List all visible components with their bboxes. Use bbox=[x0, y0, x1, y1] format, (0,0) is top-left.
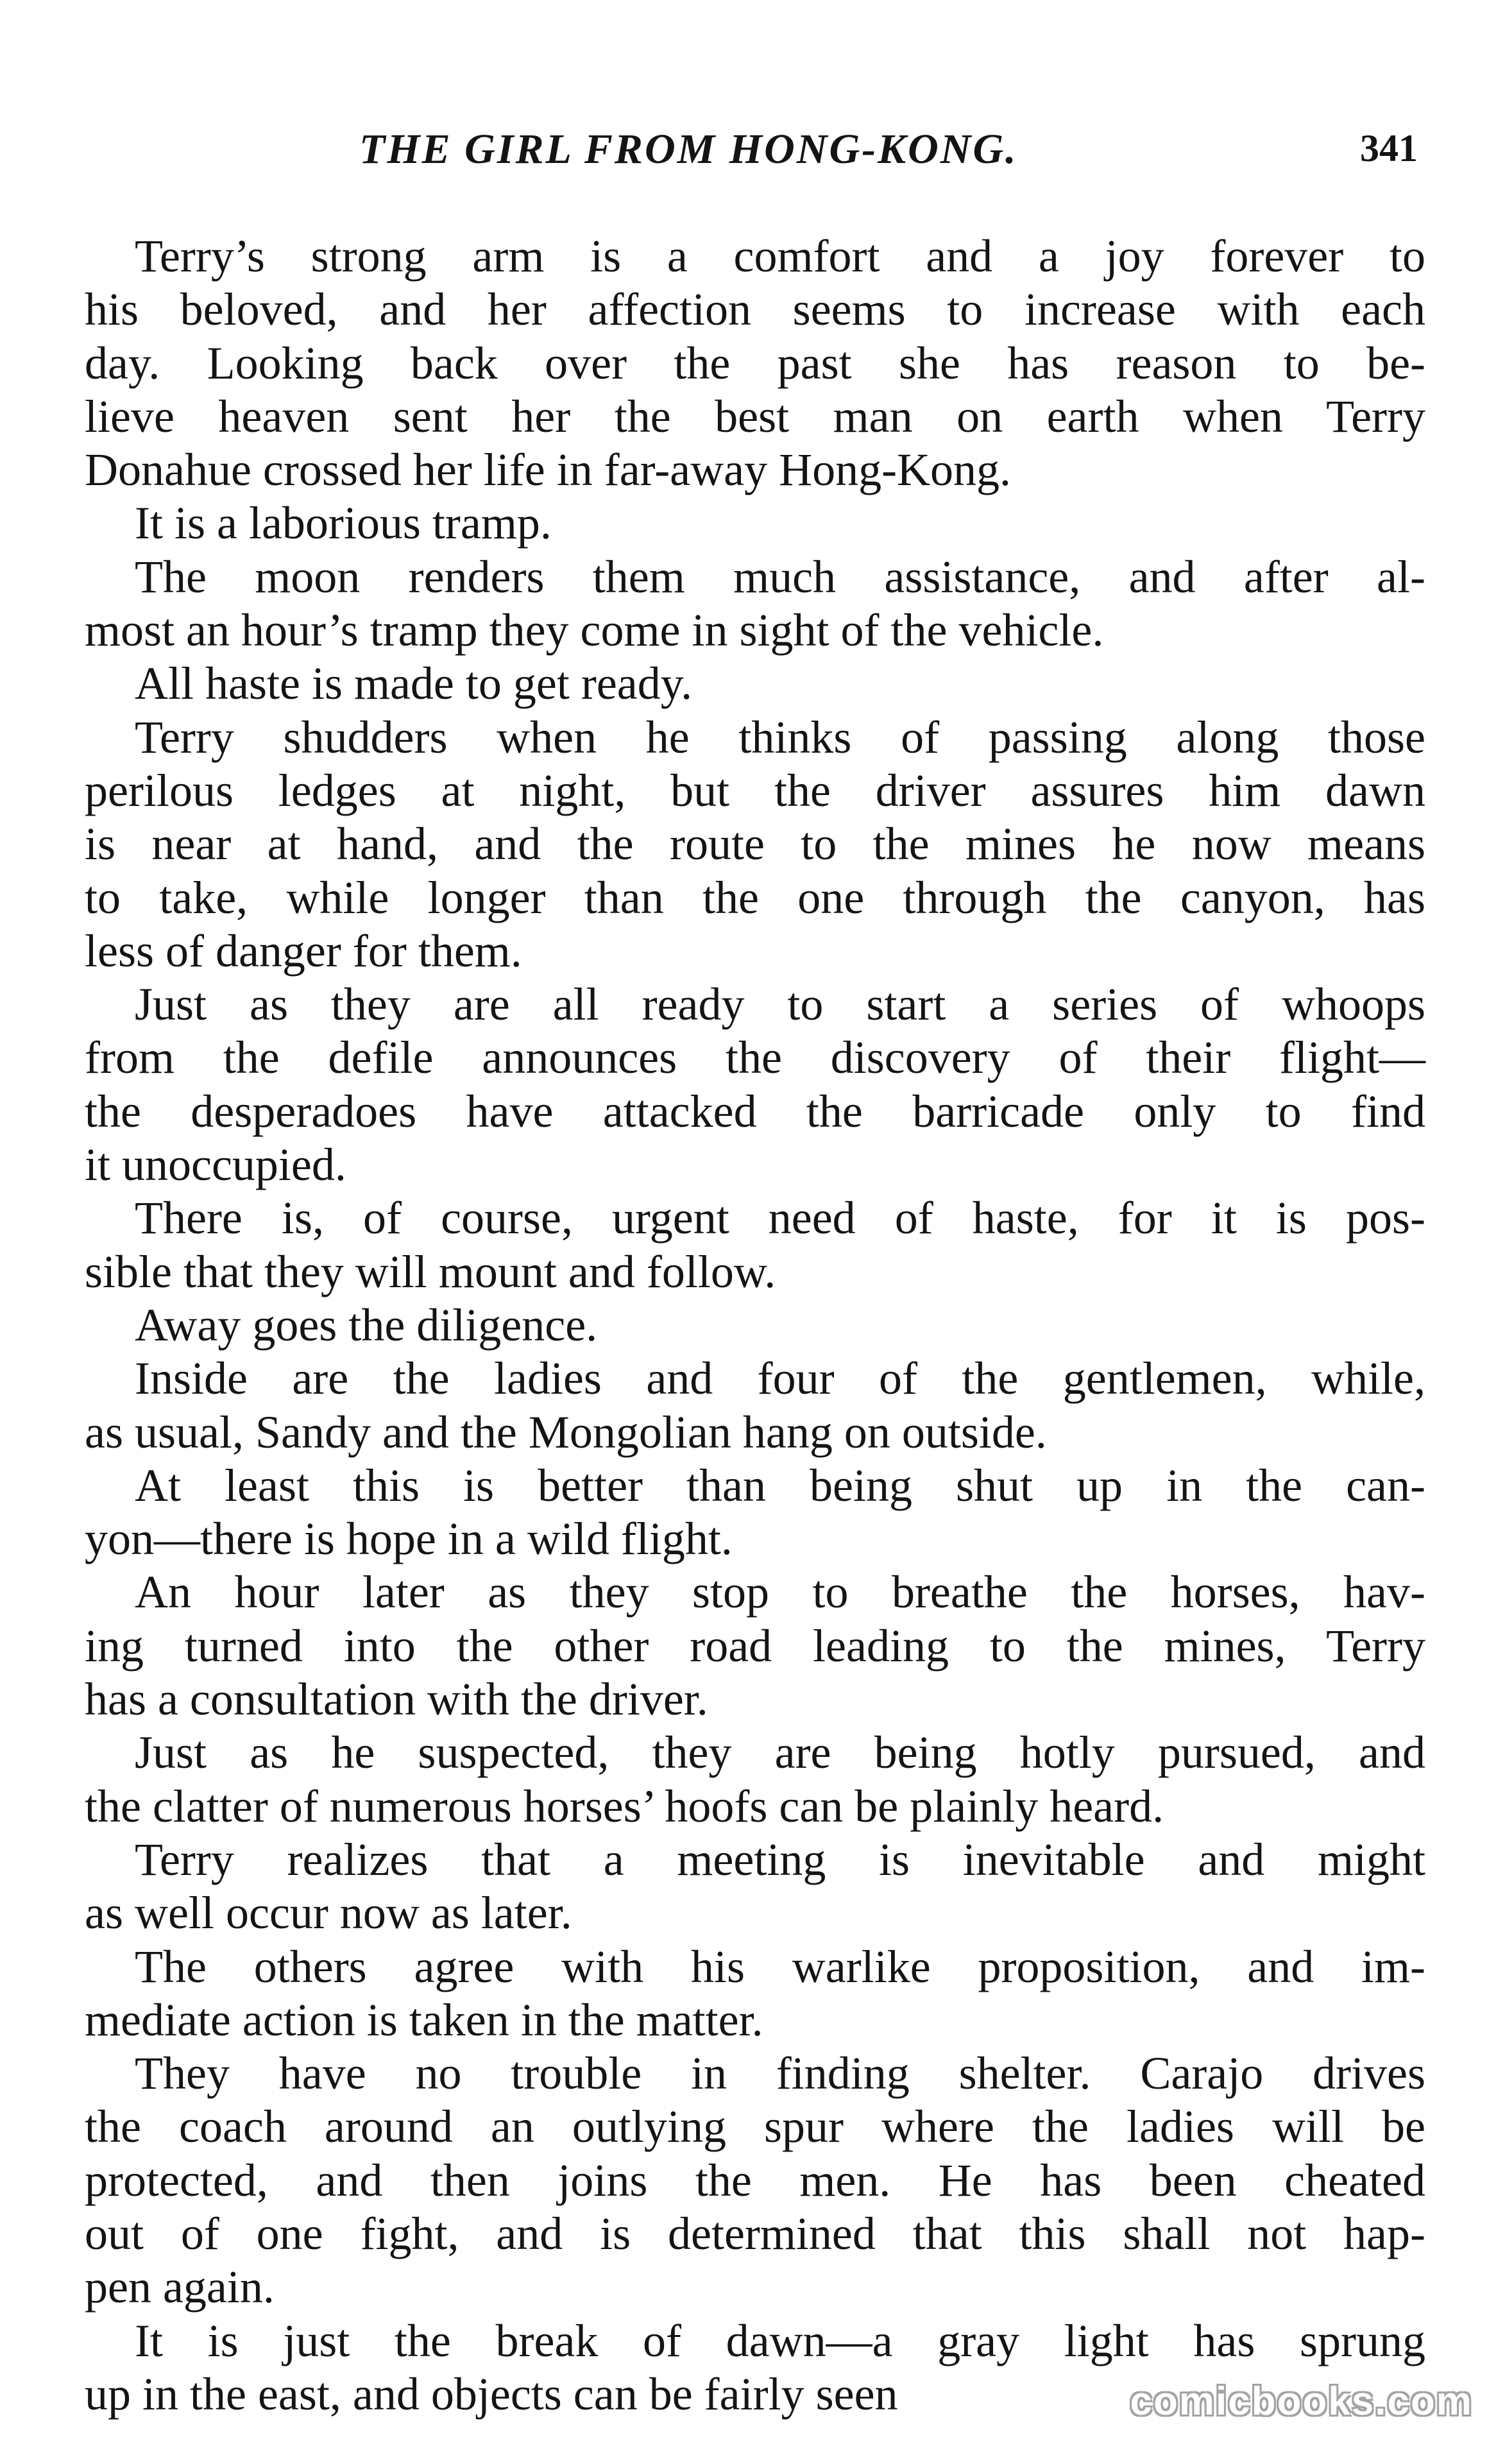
text-line: At least this is better than being shut up in the can- bbox=[135, 1459, 1425, 1511]
text-line: sible that they will mount and follow. bbox=[85, 1245, 776, 1297]
text-line: perilous ledges at night, but the driver assures him dawn bbox=[85, 764, 1425, 816]
text-line: most an hour’s tramp they come in sight of the vehicle. bbox=[85, 604, 1104, 656]
text-line: yon—there is hope in a wild flight. bbox=[85, 1513, 733, 1565]
text-line: The moon renders them much assistance, and after al- bbox=[135, 551, 1425, 603]
text-line: as usual, Sandy and the Mongolian hang on outside. bbox=[85, 1406, 1047, 1458]
text-line: An hour later as they stop to breathe the horses, hav- bbox=[135, 1566, 1425, 1618]
text-line: Inside are the ladies and four of the gentlemen, while, bbox=[135, 1353, 1425, 1405]
text-line: mediate action is taken in the matter. bbox=[85, 1994, 763, 2046]
text-line: It is just the break of dawn—a gray light has sprung bbox=[135, 2314, 1425, 2366]
text-line: They have no trouble in finding shelter. Carajo drives bbox=[135, 2048, 1425, 2100]
text-line: The others agree with his warlike proposition, and im- bbox=[135, 1940, 1425, 1992]
text-line: protected, and then joins the men. He has been cheated bbox=[85, 2154, 1425, 2206]
watermark: comicbooks.com bbox=[1130, 2379, 1473, 2424]
text-line: day. Looking back over the past she has reason to be- bbox=[85, 337, 1425, 389]
text-line: It is a laborious tramp. bbox=[135, 497, 552, 549]
text-line: lieve heaven sent her the best man on earth when Terry bbox=[85, 390, 1425, 442]
text-line: as well occur now as later. bbox=[85, 1887, 572, 1939]
body-text bbox=[85, 230, 1425, 2421]
text-line: ing turned into the other road leading to the mines, Terry bbox=[85, 1620, 1425, 1672]
text-line: up in the east, and objects can be fairly seen bbox=[85, 2368, 898, 2420]
text-line: Just as he suspected, they are being hotly pursued, and bbox=[135, 1727, 1425, 1779]
page-header bbox=[359, 125, 1431, 196]
text-line: the clatter of numerous horses’ hoofs can be plainly heard. bbox=[85, 1780, 1164, 1832]
text-line: it unoccupied. bbox=[85, 1139, 346, 1191]
text-line: Terry’s strong arm is a comfort and a joy forever to bbox=[135, 230, 1425, 282]
text-line: Just as they are all ready to start a series of whoops bbox=[135, 979, 1425, 1031]
text-line: has a consultation with the driver. bbox=[85, 1673, 708, 1725]
text-line: All haste is made to get ready. bbox=[135, 658, 693, 710]
text-line: Terry shudders when he thinks of passing along those bbox=[135, 711, 1425, 763]
text-line: Donahue crossed her life in far-away Hong-Kong. bbox=[85, 444, 1012, 496]
text-line: out of one fight, and is determined that this shall not hap- bbox=[85, 2207, 1425, 2259]
text-line: the coach around an outlying spur where the ladies will be bbox=[85, 2101, 1425, 2153]
text-line: from the defile announces the discovery of their flight— bbox=[85, 1032, 1425, 1084]
text-line: Away goes the diligence. bbox=[135, 1299, 598, 1351]
text-line: is near at hand, and the route to the mines he now means bbox=[85, 818, 1425, 870]
text-line: There is, of course, urgent need of haste, for it is pos- bbox=[135, 1192, 1425, 1244]
text-line: pen again. bbox=[85, 2261, 275, 2313]
text-line: to take, while longer than the one through the canyon, has bbox=[85, 871, 1425, 923]
text-line: his beloved, and her affection seems to increase with each bbox=[85, 284, 1425, 336]
text-line: the desperadoes have attacked the barricade only to find bbox=[85, 1085, 1425, 1137]
text-line: less of danger for them. bbox=[85, 925, 522, 977]
running-title: THE GIRL FROM HONG-KONG. bbox=[359, 126, 1018, 173]
page-number: 341 bbox=[1360, 127, 1418, 169]
text-line: Terry realizes that a meeting is inevitable and might bbox=[135, 1833, 1425, 1885]
